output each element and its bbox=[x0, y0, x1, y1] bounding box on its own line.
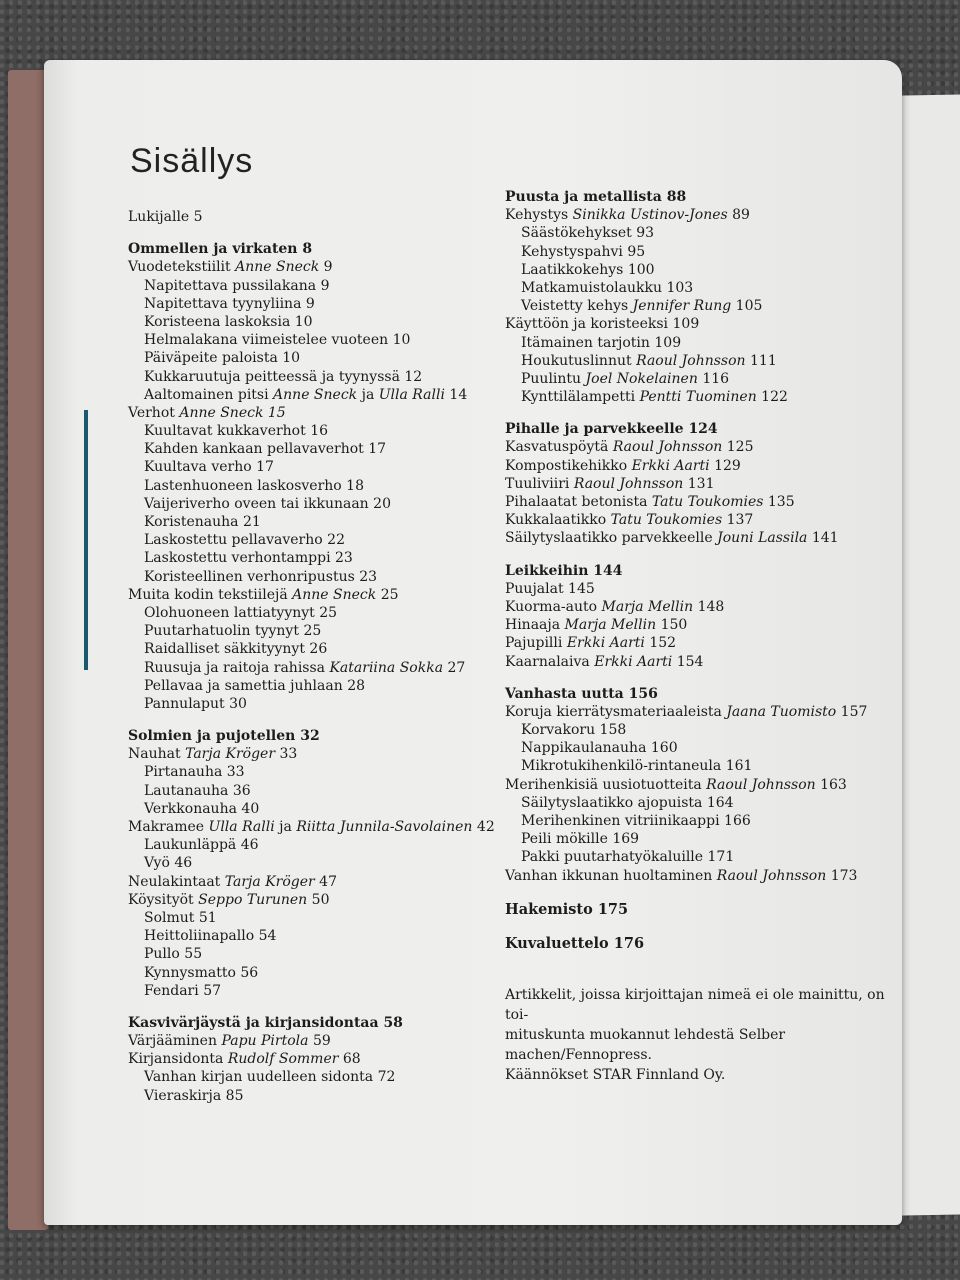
toc-entry-title: Kynttilälampetti bbox=[521, 389, 636, 406]
toc-entry bbox=[505, 794, 895, 812]
toc-entry-page: 46 bbox=[240, 837, 259, 854]
toc-entry-page: 157 bbox=[840, 703, 868, 720]
toc-entry-author-sep: ja bbox=[357, 386, 379, 403]
toc-entry bbox=[128, 677, 468, 695]
toc-entry-author: Papu Pirtola bbox=[221, 1033, 309, 1050]
toc-entry bbox=[128, 404, 468, 422]
toc-entry bbox=[128, 477, 468, 495]
toc-entry-title: Hakemisto bbox=[505, 900, 593, 918]
toc-entry-title: Veistetty kehys bbox=[521, 298, 629, 315]
toc-entry-author: Anne Sneck bbox=[273, 386, 358, 403]
toc-entry-title: Kompostikehikko bbox=[505, 457, 628, 474]
page-edge-color-bar bbox=[84, 410, 88, 670]
toc-entry bbox=[128, 659, 468, 677]
toc-entry-page: 88 bbox=[666, 189, 687, 205]
toc-appendix-heading bbox=[505, 935, 895, 953]
toc-entry-title: Merihenkinen vitriinikaappi bbox=[521, 813, 720, 829]
toc-entry-title: Peili mökille bbox=[521, 831, 608, 848]
toc-entry bbox=[128, 927, 468, 945]
toc-entry-title: Laatikkokehys bbox=[521, 261, 624, 278]
toc-entry-page: 156 bbox=[628, 685, 658, 702]
toc-entry-title: Laukunläppä bbox=[144, 837, 237, 854]
toc-entry bbox=[505, 438, 895, 456]
toc-entry-page: 51 bbox=[198, 909, 217, 926]
toc-entry-page: 28 bbox=[347, 677, 366, 694]
toc-entry bbox=[128, 800, 468, 818]
toc-entry-title: Verhot bbox=[128, 404, 175, 421]
toc-entry-page: 154 bbox=[676, 653, 704, 670]
toc-entry-title: Pellavaa ja samettia juhlaan bbox=[144, 677, 343, 694]
toc-entry-page: 152 bbox=[649, 635, 677, 652]
toc-entry-page: 85 bbox=[225, 1087, 244, 1104]
toc-entry-author: Erkki Aarti bbox=[594, 653, 673, 670]
toc-entry bbox=[128, 782, 468, 800]
toc-entry bbox=[505, 848, 895, 866]
toc-entry bbox=[128, 422, 468, 440]
toc-entry bbox=[128, 549, 468, 567]
toc-entry bbox=[505, 867, 895, 885]
toc-entry bbox=[505, 598, 895, 616]
toc-entry-author: Raoul Johnsson bbox=[716, 867, 827, 884]
toc-entry-title: Neulakintaat bbox=[128, 873, 221, 890]
toc-entry bbox=[128, 368, 468, 386]
toc-entry-page: 100 bbox=[627, 261, 655, 278]
toc-section-heading bbox=[128, 240, 468, 258]
toc-section-heading bbox=[128, 727, 468, 745]
toc-entry bbox=[505, 634, 895, 652]
toc-entry-title: Kaarnalaiva bbox=[505, 653, 590, 670]
toc-entry-title: Pihalle ja parvekkeelle bbox=[505, 421, 684, 438]
toc-entry-title: Kukkalaatikko bbox=[505, 512, 607, 529]
toc-entry-author: Pentti Tuominen bbox=[639, 389, 757, 406]
toc-entry bbox=[505, 776, 895, 794]
toc-entry-title: Kahden kankaan pellavaverhot bbox=[144, 441, 364, 458]
toc-entry-page: 17 bbox=[368, 441, 387, 458]
toc-entry-title: Kuultava verho bbox=[144, 459, 252, 476]
toc-entry bbox=[505, 616, 895, 634]
toc-entry-title: Makramee bbox=[128, 819, 205, 835]
toc-entry bbox=[505, 334, 895, 352]
toc-entry-page: 20 bbox=[373, 495, 391, 512]
toc-entry-page: 16 bbox=[310, 423, 329, 440]
toc-entry bbox=[505, 493, 895, 511]
toc-entry-page: 141 bbox=[811, 530, 839, 547]
toc-entry-page: 158 bbox=[599, 722, 627, 739]
toc-entry-page: 9 bbox=[305, 295, 315, 312]
toc-entry-author: Seppo Turunen bbox=[198, 891, 308, 908]
toc-entry-title: Kynnysmatto bbox=[144, 964, 236, 981]
toc-entry bbox=[505, 243, 895, 261]
toc-entry-author: Anne Sneck bbox=[292, 586, 377, 603]
editorial-note-line: Artikkelit, joissa kirjoittajan nimeä ei ole mainittu, on toi- bbox=[505, 987, 885, 1024]
toc-entry-page: 55 bbox=[184, 946, 203, 963]
toc-appendix-heading bbox=[505, 901, 895, 919]
toc-entry bbox=[128, 586, 468, 604]
toc-entry-page: 59 bbox=[312, 1033, 331, 1050]
toc-entry-title: Leikkeihin bbox=[505, 562, 589, 579]
toc-entry bbox=[128, 695, 468, 713]
book-cover-edge bbox=[8, 70, 48, 1230]
toc-entry bbox=[128, 1087, 468, 1105]
toc-entry-author: Katariina Sokka bbox=[329, 659, 444, 676]
toc-entry bbox=[505, 370, 895, 388]
toc-entry-author: Anne Sneck bbox=[179, 404, 264, 421]
toc-entry-page: 161 bbox=[725, 758, 753, 775]
toc-entry-page: 22 bbox=[327, 532, 345, 549]
toc-entry-title: Nauhat bbox=[128, 746, 181, 763]
toc-entry-title: Ommellen ja virkaten bbox=[128, 241, 298, 258]
toc-entry-title: Köysityöt bbox=[128, 891, 194, 908]
toc-entry-title: Mikrotukihenkilö-rintaneula bbox=[521, 758, 722, 775]
toc-entry bbox=[128, 386, 468, 404]
toc-entry-title: Hinaaja bbox=[505, 617, 561, 634]
page-title: Sisällys bbox=[130, 142, 254, 180]
toc-entry-author: Marja Mellin bbox=[564, 617, 657, 634]
toc-entry-page: 68 bbox=[342, 1051, 361, 1068]
toc-entry-title: Kuvaluettelo bbox=[505, 934, 609, 952]
toc-entry-title: Muita kodin tekstiilejä bbox=[128, 586, 288, 603]
toc-entry-title: Pakki puutarhatyökaluille bbox=[521, 849, 704, 866]
toc-entry-author: Raoul Johnsson bbox=[706, 776, 816, 793]
toc-entry-page: 33 bbox=[226, 764, 245, 781]
toc-entry-author: Marja Mellin bbox=[601, 598, 694, 615]
toc-entry-title: Puusta ja metallista bbox=[505, 189, 662, 205]
toc-entry bbox=[505, 279, 895, 297]
toc-entry bbox=[128, 1050, 468, 1068]
toc-entry bbox=[505, 721, 895, 739]
toc-entry bbox=[505, 261, 895, 279]
toc-entry-page: 42 bbox=[476, 819, 495, 835]
toc-entry-page: 36 bbox=[232, 782, 251, 799]
toc-entry-page: 169 bbox=[612, 831, 640, 848]
toc-entry bbox=[505, 388, 895, 406]
toc-entry bbox=[128, 349, 468, 367]
toc-entry bbox=[505, 830, 895, 848]
toc-entry-title: Pajupilli bbox=[505, 635, 563, 652]
toc-entry-page: 10 bbox=[294, 313, 313, 330]
toc-entry bbox=[505, 457, 895, 475]
toc-entry-page: 89 bbox=[732, 207, 750, 224]
toc-entry-page: 125 bbox=[726, 439, 754, 456]
toc-section-heading bbox=[128, 1014, 468, 1032]
toc-entry-title: Vanhan ikkunan huoltaminen bbox=[505, 867, 713, 884]
toc-entry-page: 25 bbox=[380, 586, 399, 603]
toc-entry-page: 93 bbox=[636, 225, 655, 242]
toc-entry-page: 9 bbox=[320, 277, 330, 294]
toc-right-column bbox=[505, 188, 895, 1085]
toc-entry bbox=[128, 568, 468, 586]
toc-entry-page: 18 bbox=[346, 477, 364, 494]
toc-entry bbox=[128, 854, 468, 872]
toc-entry-title: Verkkonauha bbox=[144, 800, 237, 817]
toc-entry bbox=[128, 440, 468, 458]
toc-entry bbox=[128, 295, 468, 313]
toc-entry-title: Houkutuslinnut bbox=[521, 352, 632, 369]
toc-entry-page: 50 bbox=[311, 891, 330, 908]
toc-entry-title: Raidalliset säkkityynyt bbox=[144, 641, 305, 658]
toc-entry-title: Itämainen tarjotin bbox=[521, 334, 650, 351]
toc-entry-author: Jouni Lassila bbox=[717, 530, 808, 547]
toc-entry-title: Korvakoru bbox=[521, 722, 596, 739]
toc-entry-title: Ruusuja ja raitoja rahissa bbox=[144, 659, 326, 676]
toc-entry-page: 124 bbox=[688, 421, 718, 438]
toc-entry bbox=[128, 640, 468, 658]
toc-entry-author: Tarja Kröger bbox=[185, 746, 276, 763]
toc-entry-author: Raoul Johnsson bbox=[573, 475, 684, 492]
toc-entry-page: 164 bbox=[706, 794, 734, 811]
toc-entry-title: Kuultavat kukkaverhot bbox=[144, 423, 306, 440]
toc-entry-title: Koristenauha bbox=[144, 514, 239, 530]
toc-entry bbox=[505, 739, 895, 757]
toc-entry-title: Pihalaatat betonista bbox=[505, 494, 648, 510]
toc-entry-page: 12 bbox=[404, 368, 423, 385]
toc-entry-title: Kuorma-auto bbox=[505, 598, 598, 615]
toc-entry-title: Napitettava tyynyliina bbox=[144, 295, 302, 312]
toc-entry bbox=[128, 208, 468, 226]
toc-entry bbox=[505, 653, 895, 671]
toc-entry-title: Lastenhuoneen laskosverho bbox=[144, 477, 342, 494]
toc-entry-title: Puulintu bbox=[521, 370, 582, 387]
toc-section-heading bbox=[505, 562, 895, 580]
toc-entry-title: Puujalat bbox=[505, 580, 564, 597]
toc-entry-title: Vieraskirja bbox=[144, 1087, 222, 1104]
toc-entry bbox=[128, 331, 468, 349]
toc-entry-author: Rudolf Sommer bbox=[227, 1051, 339, 1068]
toc-entry-author: Raoul Johnsson bbox=[612, 439, 723, 456]
toc-entry-title: Heittoliinapallo bbox=[144, 928, 255, 945]
toc-entry-page: 10 bbox=[392, 332, 411, 349]
toc-entry bbox=[128, 818, 495, 836]
toc-entry-title: Napitettava pussilakana bbox=[144, 277, 317, 294]
toc-entry-author: Riitta Junnila-Savolainen bbox=[296, 819, 473, 835]
toc-entry-page: 25 bbox=[303, 623, 322, 640]
toc-entry bbox=[128, 763, 468, 781]
toc-entry-author: Raoul Johnsson bbox=[636, 352, 746, 369]
toc-entry bbox=[128, 277, 468, 295]
toc-entry bbox=[128, 945, 468, 963]
toc-entry-page: 148 bbox=[697, 598, 725, 615]
toc-entry-author: Anne Sneck bbox=[235, 259, 320, 276]
toc-entry-title: Kirjansidonta bbox=[128, 1051, 224, 1068]
toc-entry-title: Vaijeriverho oveen tai ikkunaan bbox=[144, 495, 369, 512]
toc-entry-title: Koristeellinen verhonripustus bbox=[144, 568, 355, 585]
toc-entry-page: 131 bbox=[687, 475, 715, 492]
toc-entry-title: Säilytyslaatikko parvekkeelle bbox=[505, 530, 713, 547]
toc-entry-title: Puutarhatuolin tyynyt bbox=[144, 623, 299, 640]
editorial-note-line: Käännökset STAR Finnland Oy. bbox=[505, 1067, 726, 1084]
toc-entry-page: 9 bbox=[323, 259, 333, 276]
toc-entry-page: 144 bbox=[593, 562, 623, 579]
toc-entry bbox=[128, 964, 468, 982]
toc-entry-page: 56 bbox=[240, 964, 259, 981]
toc-entry-author-sep: ja bbox=[274, 819, 297, 835]
toc-entry bbox=[128, 458, 468, 476]
toc-entry bbox=[128, 622, 468, 640]
toc-right-list bbox=[505, 188, 895, 953]
toc-entry-title: Kehystyspahvi bbox=[521, 243, 623, 260]
toc-entry-title: Merihenkisiä uusiotuotteita bbox=[505, 776, 702, 793]
toc-entry bbox=[128, 531, 468, 549]
toc-entry-title: Nappikaulanauha bbox=[521, 740, 647, 757]
toc-entry-title: Vyö bbox=[144, 855, 170, 872]
toc-entry-author: Jennifer Rung bbox=[632, 298, 732, 315]
toc-entry-page: 23 bbox=[359, 568, 378, 585]
toc-entry-page: 95 bbox=[627, 243, 646, 260]
toc-entry-title: Laskostettu verhontamppi bbox=[144, 550, 331, 567]
toc-entry-page: 163 bbox=[820, 776, 847, 793]
toc-entry bbox=[505, 315, 895, 333]
toc-entry bbox=[505, 352, 895, 370]
toc-entry bbox=[505, 703, 895, 721]
toc-entry-page: 109 bbox=[672, 316, 700, 333]
toc-section-heading bbox=[505, 685, 895, 703]
toc-entry-page: 176 bbox=[613, 934, 645, 952]
toc-entry bbox=[128, 836, 468, 854]
toc-entry-page: 15 bbox=[267, 404, 286, 421]
toc-entry-title: Säästökehykset bbox=[521, 225, 632, 242]
toc-entry-page: 175 bbox=[597, 900, 629, 918]
toc-entry-title: Vanhasta uutta bbox=[505, 685, 624, 702]
toc-entry-title: Koristeena laskoksia bbox=[144, 313, 291, 330]
toc-entry-title: Kasvatuspöytä bbox=[505, 439, 609, 456]
toc-entry-page: 160 bbox=[650, 740, 678, 757]
toc-entry bbox=[128, 745, 468, 763]
toc-entry-page: 171 bbox=[707, 849, 735, 866]
toc-entry-page: 27 bbox=[447, 659, 466, 676]
toc-entry bbox=[128, 873, 468, 891]
toc-entry-page: 26 bbox=[309, 641, 328, 658]
toc-entry-title: Kukkaruutuja peitteessä ja tyynyssä bbox=[144, 368, 400, 385]
toc-entry-page: 17 bbox=[256, 459, 274, 476]
toc-entry-page: 10 bbox=[282, 350, 301, 367]
toc-entry-title: Kehystys bbox=[505, 207, 569, 224]
toc-entry-page: 54 bbox=[258, 928, 277, 945]
toc-entry-author: Ulla Ralli bbox=[208, 819, 275, 835]
toc-entry-title: Lautanauha bbox=[144, 782, 229, 799]
toc-entry bbox=[505, 297, 895, 315]
toc-entry-page: 30 bbox=[229, 695, 247, 712]
toc-entry bbox=[128, 495, 468, 513]
toc-entry-author: Erkki Aarti bbox=[631, 457, 710, 474]
toc-entry-page: 150 bbox=[660, 617, 688, 634]
toc-entry-page: 32 bbox=[300, 728, 320, 745]
toc-entry-page: 25 bbox=[319, 604, 338, 621]
toc-entry-page: 58 bbox=[383, 1014, 403, 1031]
toc-entry bbox=[128, 891, 468, 909]
toc-entry-author: Sinikka Ustinov-Jones bbox=[572, 207, 728, 224]
toc-entry-page: 116 bbox=[702, 370, 730, 387]
toc-entry-title: Käyttöön ja koristeeksi bbox=[505, 316, 669, 333]
toc-entry-title: Pullo bbox=[144, 946, 180, 963]
toc-entry-title: Olohuoneen lattiatyynyt bbox=[144, 604, 315, 621]
toc-entry-page: 129 bbox=[714, 457, 741, 474]
toc-entry-title: Solmut bbox=[144, 909, 195, 926]
toc-entry-page: 137 bbox=[726, 512, 754, 529]
toc-entry-title: Värjääminen bbox=[128, 1033, 217, 1050]
toc-entry-page: 105 bbox=[735, 298, 763, 315]
toc-entry bbox=[128, 982, 468, 1000]
toc-entry-title: Pannulaput bbox=[144, 695, 225, 712]
toc-entry-page: 8 bbox=[302, 241, 313, 258]
toc-entry-page: 145 bbox=[568, 580, 595, 597]
toc-entry-title: Säilytyslaatikko ajopuista bbox=[521, 794, 703, 811]
toc-entry-title: Solmien ja pujotellen bbox=[128, 728, 296, 745]
toc-entry-title: Laskostettu pellavaverho bbox=[144, 532, 323, 549]
toc-entry-page: 111 bbox=[750, 352, 777, 369]
toc-entry bbox=[505, 529, 895, 547]
toc-entry-title: Vanhan kirjan uudelleen sidonta bbox=[144, 1069, 374, 1086]
toc-entry-title: Tuuliviiri bbox=[505, 475, 570, 492]
toc-entry-page: 173 bbox=[830, 867, 858, 884]
toc-entry bbox=[128, 1032, 468, 1050]
toc-entry-page: 33 bbox=[279, 746, 298, 763]
toc-entry-author: Tatu Toukomies bbox=[651, 494, 764, 510]
toc-entry-author: Tatu Toukomies bbox=[610, 512, 723, 529]
toc-entry bbox=[128, 604, 468, 622]
toc-entry-author: Jaana Tuomisto bbox=[726, 703, 837, 720]
toc-entry-page: 122 bbox=[761, 389, 788, 406]
toc-entry-title: Aaltomainen pitsi bbox=[144, 386, 269, 403]
toc-entry bbox=[128, 909, 468, 927]
toc-entry-page: 5 bbox=[193, 209, 203, 225]
toc-entry-title: Koruja kierrätysmateriaaleista bbox=[505, 703, 722, 720]
editorial-note-line: mituskunta muokannut lehdestä Selber machen/Fennopress. bbox=[505, 1027, 786, 1064]
toc-entry-title: Kasvivärjäystä ja kirjansidontaa bbox=[128, 1014, 379, 1031]
toc-entry-title: Helmalakana viimeistelee vuoteen bbox=[144, 332, 389, 349]
toc-entry bbox=[505, 580, 895, 598]
toc-entry-page: 21 bbox=[242, 514, 261, 530]
toc-entry-title: Lukijalle bbox=[128, 209, 190, 225]
toc-entry-page: 72 bbox=[377, 1069, 396, 1086]
toc-entry-title: Fendari bbox=[144, 982, 199, 999]
toc-entry-author: Ulla Ralli bbox=[378, 386, 445, 403]
toc-entry bbox=[505, 757, 895, 775]
toc-entry-page: 135 bbox=[767, 494, 795, 510]
toc-entry-page: 46 bbox=[174, 855, 193, 872]
toc-entry-title: Matkamuistolaukku bbox=[521, 279, 662, 296]
toc-entry bbox=[505, 475, 895, 493]
toc-entry-author: Joel Nokelainen bbox=[585, 370, 698, 387]
toc-section-heading bbox=[505, 420, 895, 438]
toc-entry-page: 47 bbox=[319, 873, 337, 890]
toc-entry bbox=[128, 313, 468, 331]
toc-entry-page: 57 bbox=[203, 982, 222, 999]
toc-entry-page: 166 bbox=[724, 813, 751, 829]
toc-entry-page: 40 bbox=[241, 800, 260, 817]
editorial-note bbox=[505, 985, 895, 1085]
toc-left-column bbox=[128, 208, 495, 1105]
toc-entry-author: Erkki Aarti bbox=[566, 635, 645, 652]
toc-entry-title: Pirtanauha bbox=[144, 764, 223, 781]
toc-entry-page: 103 bbox=[666, 279, 694, 296]
toc-entry-page: 23 bbox=[335, 550, 353, 567]
toc-entry-title: Vuodetekstiilit bbox=[128, 259, 231, 276]
toc-entry-page: 14 bbox=[449, 386, 468, 403]
toc-entry-page: 109 bbox=[654, 334, 682, 351]
toc-entry bbox=[505, 511, 895, 529]
toc-entry bbox=[128, 258, 468, 276]
toc-entry-author: Tarja Kröger bbox=[224, 873, 315, 890]
toc-entry-title: Päiväpeite paloista bbox=[144, 350, 278, 367]
toc-entry bbox=[128, 1068, 468, 1086]
toc-entry bbox=[505, 224, 895, 242]
toc-entry bbox=[505, 812, 895, 830]
toc-entry bbox=[505, 206, 895, 224]
toc-section-heading bbox=[505, 188, 895, 206]
toc-entry bbox=[128, 513, 468, 531]
